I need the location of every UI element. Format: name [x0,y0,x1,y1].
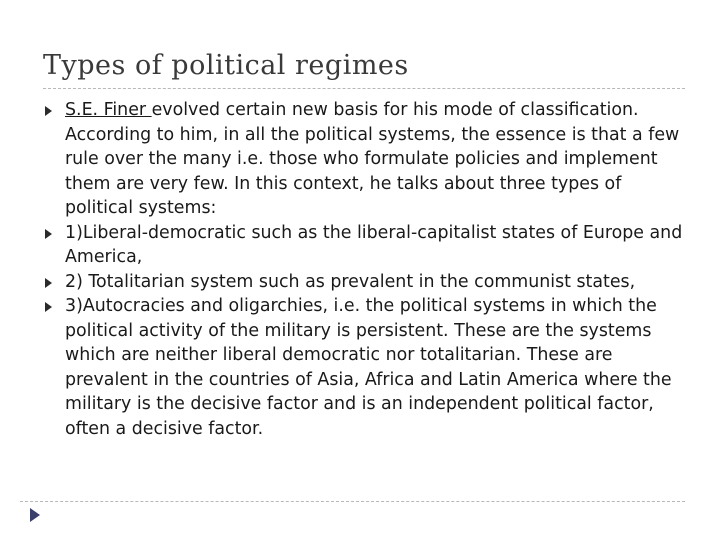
footer-divider [20,501,685,502]
bullet-text: 3)Autocracies and oligarchies, i.e. the political systems in which the political activity of the military is persistent. These are the systems which are neither liberal democratic nor totalitarian. These are prevalent in the countries of Asia, Africa and Latin America where the military is the decisive factor and is an independent political factor, often a decisive factor. [65,296,672,439]
bullet-item-totalitarian [43,270,688,295]
triangle-right-icon [45,278,52,288]
bullet-text: 2) Totalitarian system such as prevalent in the communist states, [65,271,636,292]
bullet-text: evolved certain new basis for his mode of classification. According to him, in all the political systems, the essence is that a few rule over the many i.e. those who formulate policies and implement them are very few. In this context, he talks about three types of political systems: [65,100,680,218]
bullet-item-liberal-democratic [43,221,688,270]
bullet-lead-author: S.E. Finer [65,100,152,120]
bullet-item-autocracies [43,294,688,441]
bullet-text: 1)Liberal-democratic such as the liberal-capitalist states of Europe and America, [65,222,683,267]
next-slide-arrow-icon[interactable] [30,508,40,522]
title-divider [43,88,685,89]
triangle-right-icon [45,302,52,312]
bullet-item-finer [43,98,688,221]
bullet-list [43,98,688,441]
triangle-right-icon [45,106,52,116]
slide-title: Types of political regimes [43,50,409,81]
triangle-right-icon [45,229,52,239]
